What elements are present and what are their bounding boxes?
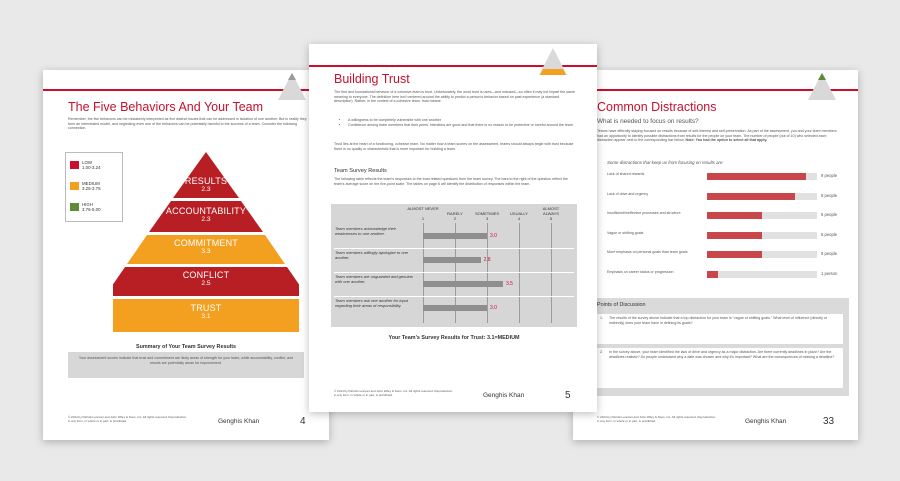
pyramid-value-results: 2.3 (201, 186, 211, 193)
survey-score-value: 3.0 (490, 233, 497, 239)
distraction-count: 1 person (821, 270, 838, 276)
page-title: The Five Behaviors And Your Team (68, 100, 264, 114)
discussion-text: The results of the survey above indicate that a top distraction for your team is "vague or shifting goals." What level of influence (directly or indirectly) does your team have in defining its goals? (609, 316, 828, 325)
page-subtitle: What is needed to focus on results? (597, 118, 699, 125)
copyright-footer: © 2014 by Patrick Lencioni and John Wiley & Sons, Inc. All rights reserved. Reproduction in any form, in whole or in part, is prohibited. (334, 389, 453, 397)
page-title: Building Trust (334, 72, 410, 86)
distraction-label: Lack of shared rewards (607, 172, 645, 176)
page-five (309, 44, 597, 412)
trust-definition-list (334, 118, 588, 127)
scale-number: 5 (549, 216, 553, 221)
legend-low-label: LOW (82, 160, 93, 165)
distraction-bar (707, 193, 795, 200)
scale-header: ALMOST NEVER (407, 206, 439, 211)
pyramid-name-accountability: ACCOUNTABILITY (165, 206, 247, 216)
scale-number: 2 (453, 216, 457, 221)
author-name: Genghis Khan (483, 392, 525, 399)
pyramid-value-accountability: 2.3 (201, 216, 211, 223)
intro-text (597, 129, 837, 143)
page-title: Common Distractions (597, 100, 717, 114)
discussion-title: Points of Discussion (597, 302, 646, 308)
summary-title: Summary of Your Team Survey Results (135, 344, 237, 350)
distractions-chart (597, 172, 847, 290)
copyright-footer: © 2014 by Patrick Lencioni and John Wiley & Sons, Inc. All rights reserved. Reproduction in any form, in whole or in part, is prohibited. (68, 415, 187, 423)
pyramid-label-accountability (113, 206, 299, 223)
legend-high-range: 3.76-5.00 (82, 206, 101, 212)
pyramid-label-results (113, 176, 299, 193)
legend-high-label: HIGH (82, 202, 93, 207)
survey-score-value: 3.5 (506, 281, 513, 287)
survey-score-bar (423, 281, 503, 287)
scale-number: 3 (485, 216, 489, 221)
distraction-bar-track (707, 251, 817, 258)
page-number: 4 (300, 416, 306, 427)
distraction-bar (707, 251, 762, 258)
survey-score-bar (423, 233, 487, 239)
survey-score-value: 2.8 (483, 257, 491, 263)
section-text: The following table reflects the team's responses to the trust related questions from the team survey. The bars to the right of the question reflect the team's average score on the five-point scale. The tables on page 6 will identify the distribution of responses within the team. (334, 177, 568, 186)
discussion-box (591, 298, 849, 396)
mini-pyramid-logo (806, 72, 838, 102)
summary-box (68, 352, 304, 378)
mini-pyramid-logo (276, 72, 308, 102)
legend-medium-label: MEDIUM (82, 181, 100, 186)
copyright-footer: © 2014 by Patrick Lencioni and John Wiley & Sons, Inc. All rights reserved. Reproduction in any form, in whole or in part, is prohibited. (597, 415, 716, 423)
legend-swatch-high (70, 203, 79, 211)
intro-note: Note: You had the option to select all that apply. (685, 138, 768, 143)
distraction-bar (707, 232, 762, 239)
distraction-label: Vague or shifting goals (607, 230, 644, 235)
pyramid-name-conflict: CONFLICT (182, 270, 230, 280)
pyramid-value-conflict: 2.5 (201, 280, 211, 287)
mini-pyramid-logo (537, 47, 569, 77)
survey-question: Team members ask one another for input regarding their areas of responsibility. (335, 298, 409, 308)
intro-text: Remember, the five behaviors can be mistakenly interpreted as five distinct issues that can be addressed in isolation of one another. But in reality they form an interrelated model, and neglecting even one of the behaviors can be potentially harmful to the success of a team. Consider the following connection. (68, 117, 307, 131)
distraction-label: Emphasis on career status or progression (607, 269, 674, 274)
survey-score-bar (423, 305, 487, 311)
pyramid-label-trust (113, 303, 299, 320)
survey-table (331, 204, 577, 327)
distraction-count: 5 people (821, 212, 838, 217)
row-divider (334, 272, 574, 273)
row-divider (334, 248, 574, 249)
legend-low (72, 161, 101, 171)
distraction-bar (707, 271, 718, 278)
survey-score-value: 3.0 (490, 305, 497, 311)
distraction-count: 9 people (821, 173, 838, 178)
page-thirty-three (573, 70, 858, 440)
page-four (43, 70, 329, 440)
discussion-num: 2. (600, 350, 603, 354)
legend-low-range: 1.00-3.24 (82, 164, 101, 170)
legend-high (72, 203, 101, 213)
list-item: • Confidence among team members that their peers' intentions are good and that there is no reason to be protective or careful around the team (348, 123, 588, 128)
discussion-item (597, 314, 843, 344)
list-item: • A willingness to be completely vulnerable with one another (348, 118, 588, 123)
survey-question: Team members acknowledge their weaknesses to one another. (335, 226, 396, 236)
scale-header: RARELY (447, 210, 463, 216)
distraction-bar-track (707, 173, 817, 180)
distraction-bar (707, 212, 762, 219)
distraction-bar-track (707, 212, 817, 219)
trust-bar-chart (331, 204, 577, 327)
section-title: Team Survey Results (334, 168, 387, 174)
discussion-num: 1. (600, 316, 603, 320)
page-number: 33 (823, 416, 835, 427)
author-name: Genghis Khan (745, 418, 787, 425)
scale-number: 4 (517, 216, 521, 221)
chart-caption: Some distractions that keep us from focusing on results are: (607, 160, 724, 165)
scale-gridline (519, 223, 520, 323)
trust-result: Your Team's Survey Results for Trust: 3.1=MEDIUM (388, 335, 520, 341)
distraction-bar-track (707, 232, 817, 239)
legend-swatch-medium (70, 182, 79, 190)
distraction-label: Lack of drive and urgency (607, 191, 649, 196)
survey-question: Team members willingly apologize to one another. (335, 250, 408, 260)
page-number: 5 (565, 390, 571, 401)
scale-header: USUALLY (510, 210, 528, 216)
legend-swatch-low (70, 161, 79, 169)
scale-number: 1 (421, 216, 425, 221)
pyramid-label-conflict (113, 270, 299, 287)
pyramid-name-commitment: COMMITMENT (174, 238, 238, 248)
five-behaviors-pyramid (113, 152, 299, 332)
pyramid-value-trust: 3.1 (201, 313, 211, 320)
distraction-bar-track (707, 193, 817, 200)
survey-score-bar (423, 257, 481, 263)
legend-medium-range: 3.25-3.75 (82, 185, 101, 191)
distraction-label: Insufficient/ineffective processes and structure (607, 211, 681, 215)
pyramid-label-commitment (113, 238, 299, 255)
row-divider (334, 296, 574, 297)
paragraph: Trust lies at the heart of a functioning, cohesive team. No matter how a team scores on the assessment, teams should always begin with trust because there is no quality or characteristic that is more important for building a team. (334, 142, 574, 151)
distraction-count: 5 people (821, 231, 838, 237)
summary-text: Your assessment scores indicate that trust and commitment are likely areas of strength for your team, while accountability, conflict, and results are potentially areas for improvement. (78, 356, 294, 365)
distraction-count: 8 people (821, 192, 838, 198)
distraction-count: 5 people (821, 251, 838, 256)
pyramid-name-results: RESULTS (184, 176, 228, 186)
discussion-item (597, 348, 843, 388)
scale-header: ALMOST ALWAYS (542, 206, 560, 216)
distraction-bar (707, 173, 806, 180)
author-name: Genghis Khan (218, 418, 260, 425)
discussion-text: In the survey above, your team identified the lack of drive and urgency as a major distraction. Are there currently deadlines in place? Are the deadlines realistic? Do people understand why a date was chosen and why it's important? What are the consequences of missing a deadline? (609, 350, 835, 359)
scale-gridline (551, 223, 552, 323)
distraction-bar-track (707, 271, 817, 278)
intro-body: Teams have difficulty staying focused on results because of self-interest and self-preservation. As part of the assessment, you and your team members had an opportunity to identify possible distractions from results for the people on your team. The number of people (out of 10) who selected each distraction appear next to the corresponding bar below. (597, 129, 837, 143)
pyramid-value-commitment: 3.3 (201, 248, 211, 255)
distraction-label: More emphasis on personal goals than team goals (607, 250, 688, 254)
scale-header: SOMETIMES (474, 210, 499, 216)
pyramid-name-trust: TRUST (190, 303, 222, 313)
legend-medium (72, 182, 101, 192)
scale-gridline (487, 223, 488, 323)
intro-text: The first and foundational behavior of a cohesive team is trust. Unfortunately, the word trust is used—and misused—so often it may not impart the same meaning to everyone. The definition here isn't centered around the ability to predict a person's behavior based on past experience (a standard description). Rather, in the context of a cohesive team, trust means: (334, 90, 576, 104)
survey-question: Team members are unguarded and genuine with one another. (335, 274, 413, 284)
